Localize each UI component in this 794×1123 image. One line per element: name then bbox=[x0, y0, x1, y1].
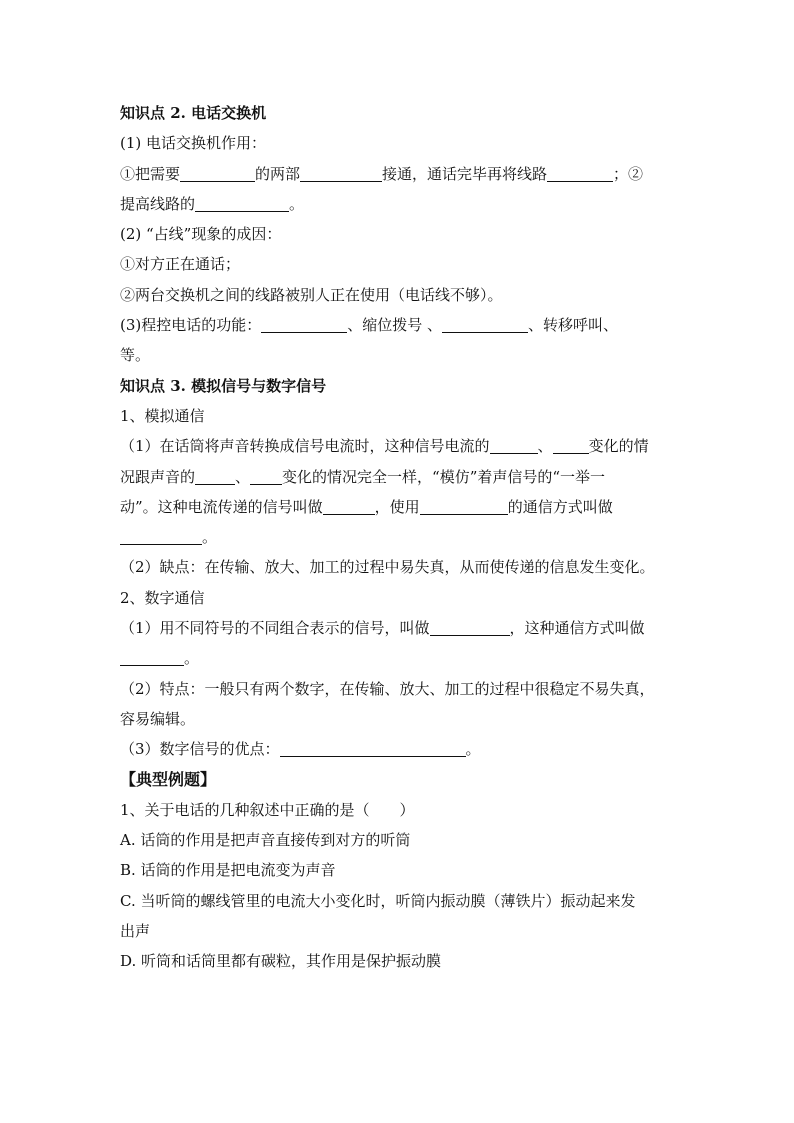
fill-line-digital-2: 。 bbox=[120, 643, 680, 673]
digital-feature-line-2: 容易编辑。 bbox=[120, 709, 196, 728]
analog-drawback: （2）缺点：在传输、放大、加工的过程中易失真，从而使传递的信息发生变化。 bbox=[120, 558, 655, 577]
option-b: B. 话筒的作用是把电流变为声音 bbox=[120, 861, 336, 880]
blank[interactable] bbox=[180, 165, 255, 182]
blank[interactable] bbox=[430, 619, 510, 636]
blank[interactable] bbox=[300, 165, 382, 182]
digital-feature-line-1: （2）特点：一般只有两个数字，在传输、放大、加工的过程中很稳定不易失真， bbox=[120, 679, 655, 698]
fill-line-exchange-role: ①把需要 的两部 接通，通话完毕再将线路 ；② bbox=[120, 164, 644, 183]
fill-line-programmable-features: (3)程控电话的功能： 、缩位拨号 、 、转移呼叫、 bbox=[120, 316, 619, 335]
worksheet-content bbox=[120, 98, 680, 977]
busy-cause-2: ②两台交换机之间的线路被别人正在使用（电话线不够）。 bbox=[120, 285, 503, 304]
blank[interactable] bbox=[120, 649, 184, 666]
fill-line-analog-3: 动”。这种电流传递的信号叫做 ，使用 的通信方式叫做 bbox=[120, 497, 613, 516]
blank[interactable] bbox=[420, 498, 508, 515]
blank[interactable] bbox=[120, 528, 202, 545]
fill-line-utilization: 提高线路的 。 bbox=[120, 194, 305, 213]
section-heading-signals: 知识点 3. 模拟信号与数字信号 bbox=[120, 376, 327, 395]
programmable-features-end: 等。 bbox=[120, 346, 151, 365]
fill-line-digital-advantage: （3）数字信号的优点： 。 bbox=[120, 740, 481, 759]
blank[interactable] bbox=[490, 437, 538, 454]
fill-line-analog-2: 况跟声音的 、 变化的情况完全一样，“模仿”着声信号的“一举一 bbox=[120, 467, 606, 486]
blank[interactable] bbox=[280, 740, 466, 757]
option-c-line-2: 出声 bbox=[120, 922, 151, 941]
blank[interactable] bbox=[553, 437, 589, 454]
blank[interactable] bbox=[547, 165, 613, 182]
fill-line-digital-1: （1）用不同符号的不同组合表示的信号，叫做 ，这种通信方式叫做 bbox=[120, 619, 645, 638]
option-d: D. 听筒和话筒里都有碳粒，其作用是保护振动膜 bbox=[120, 952, 442, 971]
blank[interactable] bbox=[442, 316, 528, 333]
fill-line-analog-1: （1）在话筒将声音转换成信号电流时，这种信号电流的 、 变化的情 bbox=[120, 437, 649, 456]
section-heading-examples: 【典型例题】 bbox=[120, 769, 217, 789]
blank[interactable] bbox=[261, 316, 347, 333]
blank[interactable] bbox=[250, 468, 282, 485]
fill-line-analog-4: 。 bbox=[120, 522, 680, 552]
subheading-analog: 1、模拟通信 bbox=[120, 406, 205, 425]
option-a: A. 话筒的作用是把声音直接传到对方的听筒 bbox=[120, 831, 411, 850]
blank[interactable] bbox=[323, 498, 375, 515]
subheading-digital: 2、数字通信 bbox=[120, 588, 205, 607]
section-heading-telephone-exchange: 知识点 2. 电话交换机 bbox=[120, 104, 267, 122]
example-question-1: 1、关于电话的几种叙述中正确的是（ ） bbox=[120, 800, 415, 819]
question-exchange-function: (1) 电话交换机作用： bbox=[120, 134, 267, 153]
option-c-line-1: C. 当听筒的螺线管里的电流大小变化时，听筒内振动膜（薄铁片）振动起来发 bbox=[120, 891, 636, 910]
blank[interactable] bbox=[195, 468, 235, 485]
question-busy-cause: (2) “占线”现象的成因： bbox=[120, 225, 282, 244]
busy-cause-1: ①对方正在通话； bbox=[120, 255, 241, 274]
blank[interactable] bbox=[195, 195, 289, 212]
